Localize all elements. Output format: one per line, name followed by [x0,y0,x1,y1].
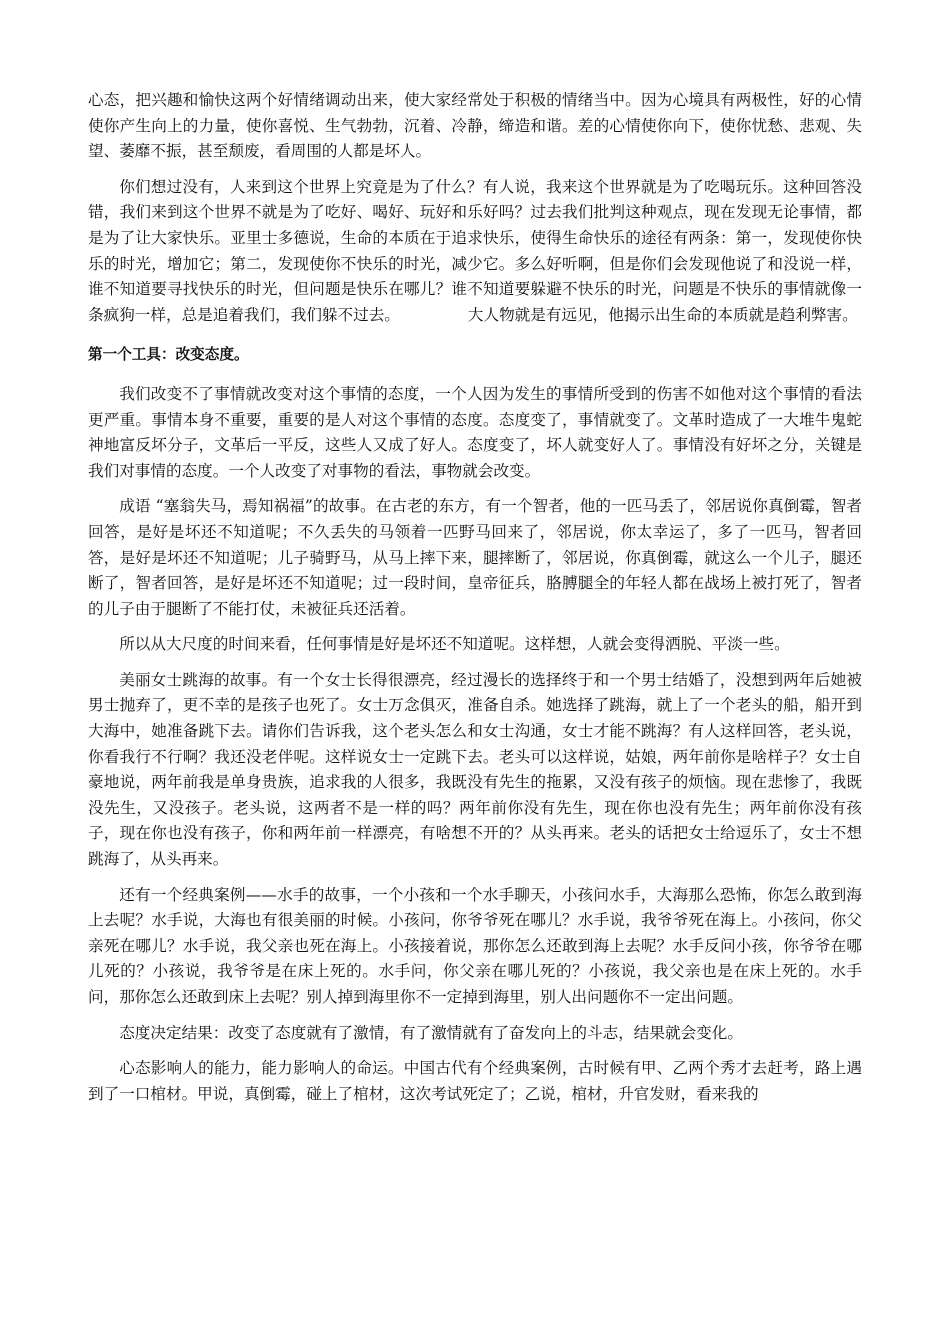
paragraph-purpose-of-life-tail: 大人物就是有远见，他揭示出生命的本质就是趋利弊害。 [467,305,858,324]
paragraph-woman-sea-story: 美丽女士跳海的故事。有一个女士长得很漂亮，经过漫长的选择终于和一个男士结婚了，没想到两年后她被男士抛弃了，更不幸的是孩子也死了。女士万念俱灭，准备自杀。她选择了跳海，就上了一个老头的船，船开到大海中，她准备跳下去。请你们告诉我，这个老头怎么和女士沟通，女士才能不跳海？有人这样回答，老头说，你看我行不行啊？我还没老伴呢。这样说女士一定跳下去。老头可以这样说，姑娘，两年前你是啥样子？女士自豪地说，两年前我是单身贵族，追求我的人很多，我既没有先生的拖累，又没有孩子的烦恼。现在悲惨了，我既没先生，又没孩子。老头说，这两者不是一样的吗？两年前你没有先生，现在你也没有先生；两年前你没有孩子，现在你也没有孩子，你和两年前一样漂亮，有啥想不开的？从头再来。老头的话把女士给逗乐了，女士不想跳海了，从头再来。 [88,670,862,869]
paragraph-time-scale: 所以从大尺度的时间来看，任何事情是好是坏还不知道呢。这样想，人就会变得洒脱、平淡一些。 [119,635,790,654]
paragraph-purpose-of-life-text: 你们想过没有，人来到这个世界上究竟是为了什么？有人说，我来这个世界就是为了吃喝玩乐。这种回答没错，我们来到这个世界不就是为了吃好、喝好、玩好和乐好吗？过去我们批判这种观点，现在发现无论事情，都是为了让大家快乐。亚里士多德说，生命的本质在于追求快乐，使得生命快乐的途径有两条：第一，发现使你快乐的时光，增加它；第二，发现使你不快乐的时光，减少它。多么好听啊，但是你们会发现他说了和没说一样，谁不知道要寻找快乐的时光，但问题是快乐在哪儿？谁不知道要躲避不快乐的时光，问题是不快乐的事情就像一条疯狗一样，总是追着我们，我们躲不过去。 [88,177,862,324]
paragraph-coffin-story: 心态影响人的能力，能力影响人的命运。中国古代有个经典案例，古时候有甲、乙两个秀才去赶考，路上遇到了一口棺材。甲说，真倒霉，碰上了棺材，这次考试死定了；乙说，棺材，升官发财，看来我的 [88,1059,862,1103]
paragraph-mood-polarity: 心态，把兴趣和愉快这两个好情绪调动出来，使大家经常处于积极的情绪当中。因为心境具有两极性，好的心情使你产生向上的力量，使你喜悦、生气勃勃，沉着、冷静，缔造和谐。差的心情使你向下，使你忧愁、悲观、失望、萎靡不振，甚至颓废，看周围的人都是坏人。 [88,91,862,161]
paragraph-change-attitude: 我们改变不了事情就改变对这个事情的态度，一个人因为发生的事情所受到的伤害不如他对这个事情的看法更严重。事情本身不重要，重要的是人对这个事情的态度。态度变了，事情就变了。文革时造成了一大堆牛鬼蛇神地富反坏分子，文革后一平反，这些人又成了好人。态度变了，坏人就变好人了。事情没有好坏之分，关键是我们对事情的态度。一个人改变了对事物的看法，事物就会改变。 [88,384,862,480]
section-heading: 第一个工具：改变态度。 [88,346,249,364]
paragraph-attitude-result: 态度决定结果：改变了态度就有了激情，有了激情就有了奋发向上的斗志，结果就会变化。 [119,1023,743,1042]
document-page [88,88,862,1117]
paragraph-purpose-of-life [88,175,862,329]
paragraph-sailor-story: 还有一个经典案例——水手的故事，一个小孩和一个水手聊天，小孩问水手，大海那么恐怖，你怎么敢到海上去呢？水手说，大海也有很美丽的时候。小孩问，你爷爷死在哪儿？水手说，我爷爷死在海上。小孩问，你父亲死在哪儿？水手说，我父亲也死在海上。小孩接着说，那你怎么还敢到海上去呢？水手反问小孩，你爷爷在哪儿死的？小孩说，我爷爷是在床上死的。水手问，你父亲在哪儿死的？小孩说，我父亲也是在床上死的。水手问，那你怎么还敢到床上去呢？别人掉到海里你不一定掉到海里，别人出问题你不一定出问题。 [88,885,862,1006]
paragraph-sai-weng-story: 成语 “塞翁失马，焉知祸福”的故事。在古老的东方，有一个智者，他的一匹马丢了，邻居说你真倒霉，智者回答，是好是坏还不知道呢；不久丢失的马领着一匹野马回来了，邻居说，你太幸运了，多了一匹马，智者回答，是好是坏还不知道呢；儿子骑野马，从马上摔下来，腿摔断了，邻居说，你真倒霉，就这么一个儿子，腿还断了，智者回答，是好是坏还不知道呢；过一段时间，皇帝征兵，胳膊腿全的年轻人都在战场上被打死了，智者的儿子由于腿断了不能打仗，未被征兵还活着。 [88,497,862,618]
